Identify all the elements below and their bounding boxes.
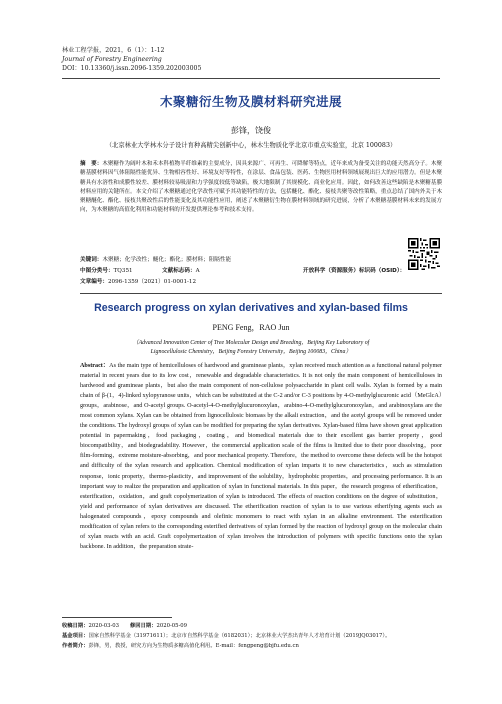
footnote-dates (62, 621, 188, 629)
keywords-cn-label: 关键词： (80, 257, 103, 263)
article-title-en: Research progress on xylan derivatives and xylan-based films (94, 302, 408, 314)
journal-citation-cn: 林业工程学报，2021，6（1）：1-12 (62, 47, 165, 54)
author-bio-label: 作者简介： (62, 643, 89, 649)
doc-code-value: A (195, 268, 200, 274)
author-bio-text: 彭锋，男，教授，研究方向为生物质多糖高值化利用。E-mail：fengpeng@bjfu.edu.cn (88, 643, 299, 649)
journal-header (62, 46, 201, 73)
affiliation-en-line-1: （Advanced Innovation Center of Tree Molecular Design and Breeding，Beijing Key Laboratory of (132, 340, 370, 346)
abstract-cn-text: 木聚糖作为阔叶木和禾本科植物半纤维素的主要成分，因具来源广、可再生、可降解等特点，近年来成为备受关注的功能天然高分子。木聚糖基膜材料因气体阻隔性能优异、生物相容性好、环境友好等特性，在涂层、食品包装、医药、生物医用材料领域展现出巨大的应用潜力。但是木聚糖具有水溶性和成膜性较差、膜材料较易吸湿和力学强度较低等缺陷，极大地限制了其规模化、商业化应用。因此，如何改善这些缺陷是木聚糖基膜材料应用的关键所在。本文介绍了木聚糖通过化学改性可赋予其功能特性的方法，包括醚化、酯化、接枝共聚等改性策略，重点总结了国内外关于木聚糖醚化、酯化、接枝共聚改性后的性能变化及其功能性应用，阐述了木聚糖衍生物在膜材料领域的研究进展，分析了木聚糖基膜材料未来的发展方向，为木聚糖的高值化利用和功能材料的开发提供理论参考和技术支持。 (80, 161, 442, 214)
journal-name-en: Journal of Forestry Engineering (62, 56, 162, 63)
abstract-cn-label: 摘 要： (80, 161, 103, 167)
abstract-en (80, 361, 442, 552)
received-label: 收稿日期： (62, 623, 89, 629)
doc-code-label: 文献标志码： (162, 268, 196, 274)
revised-date: 2020-05-09 (156, 623, 188, 629)
doi[interactable]: DOI：10.13360/j.issn.2096-1359.202003005 (62, 65, 202, 72)
affiliation-en (0, 339, 502, 357)
article-title-cn: 木聚糖衍生物及膜材料研究进展 (159, 94, 342, 109)
affiliation-cn: （北京林业大学林木分子设计育种高精尖创新中心，林木生物质化学北京市重点实验室，北京 100083） (105, 142, 397, 149)
fund-text: 国家自然科学基金（31971611）；北京市自然科学基金（6182031）；北京林业大学杰出青年人才培育计划（2019JQ03017）。 (88, 633, 391, 639)
abstract-cn (80, 160, 442, 216)
revised-label: 修回日期： (130, 623, 157, 629)
article-number-row (80, 277, 196, 285)
footnote-divider (62, 617, 172, 618)
header-divider (62, 78, 440, 79)
keywords-cn-text: 木聚糖；化学改性；醚化；酯化；膜材料；阻隔性能 (102, 257, 232, 263)
osid-label: 开放科学（资源服务）标识码（OSID）： (303, 268, 406, 274)
qr-code-icon[interactable] (408, 238, 440, 270)
fund-label: 基金项目： (62, 633, 89, 639)
authors-en: PENG Feng，RAO Jun (212, 323, 290, 332)
affiliation-en-line-2: Lignocellulosic Chemistry，Beijing Forestry University，Beijing 100083，China） (150, 348, 352, 355)
footnote-author (62, 641, 299, 649)
classification-row (80, 266, 406, 274)
received-date: 2020-03-03 (88, 623, 120, 629)
clc-label: 中图分类号： (80, 268, 114, 274)
footnote-fund (62, 631, 390, 639)
article-no-value: 2096-1359（2021）01-0001-12 (107, 279, 197, 285)
article-no-label: 文章编号： (80, 279, 108, 285)
abstract-en-label: Abstract： (80, 363, 110, 369)
section-divider (80, 293, 442, 294)
abstract-en-text: As the main type of hemicelluloses of hardwood and gramineae plants，xylan received much attention as a functional natural polymer material in recent years due to its low cost，renewable and degradable characteristics. It is not only the main component of hemicelluloses in hardwood and gramineae plants，but also the main component of non-cellulose polysaccharide in plant cell walls. Xylan is formed by a main chain of β-(1，4)-linked xylopyranose units，which can be substituted at the C-2 and/or C-3 positions by 4-O-methylglucuronic acid（MeGlcA）groups，arabinose，and O-acetyl groups. O-acetyl-4-O-methylglucuronoxylan，arabino-4-O-methylglucuronoxylan，and arabinoxylans are the most common xylans. Xylan can be obtained from lignocellulosic biomass by the alkali extraction，and the acetyl groups will be removed under the conditions. The hydroxyl groups of xylan can be modified for preparing the xylan derivatives. Xylan-based films have shown great application potential in papermaking，food packaging，coating，and biomedical materials due to their excellent gas barrier property，good biocompatibility，and biodegradability. However，the commercial application scale of the films is limited due to their poor dissolving，poor film-forming，extreme moisture-absorbing，and poor mechanical property. Therefore，the method to overcome these defects will be the hotspot and difficulty of the xylan research and application. Chemical modification of xylan imparts it to new characteristics，such as stimulation response，ionic property，thermo-plasticity，and improvement of the solubility，hydrophobic properties，and processing performance. It is an important way to realize the preparation and application of xylan in functional materials. In this paper，the research progress of etherification，esterification，oxidation，and graft copolymerization of xylan is introduced. The effects of reaction conditions on the degree of substitution，yield and performance of xylan derivatives are discussed. The etherification reaction of xylan is to use various etherifying agents such as halogenated compounds，epoxy compounds and olefinic monomers to react with xylan in an alkaline environment. The esterification modification of xylan refers to the corresponding esterified derivatives of xylan formed by the reaction of hydroxyl group on the molecular chain of xylan reacts with an acid. Graft copolymerization of xylan involves the introduction of polymers with specific functions onto the xylan backbone. In addition，the preparation strate- (80, 363, 442, 550)
authors-cn: 彭锋，饶俊 (231, 126, 271, 135)
keywords-cn (80, 255, 231, 263)
clc-value: TQ351 (113, 268, 133, 274)
